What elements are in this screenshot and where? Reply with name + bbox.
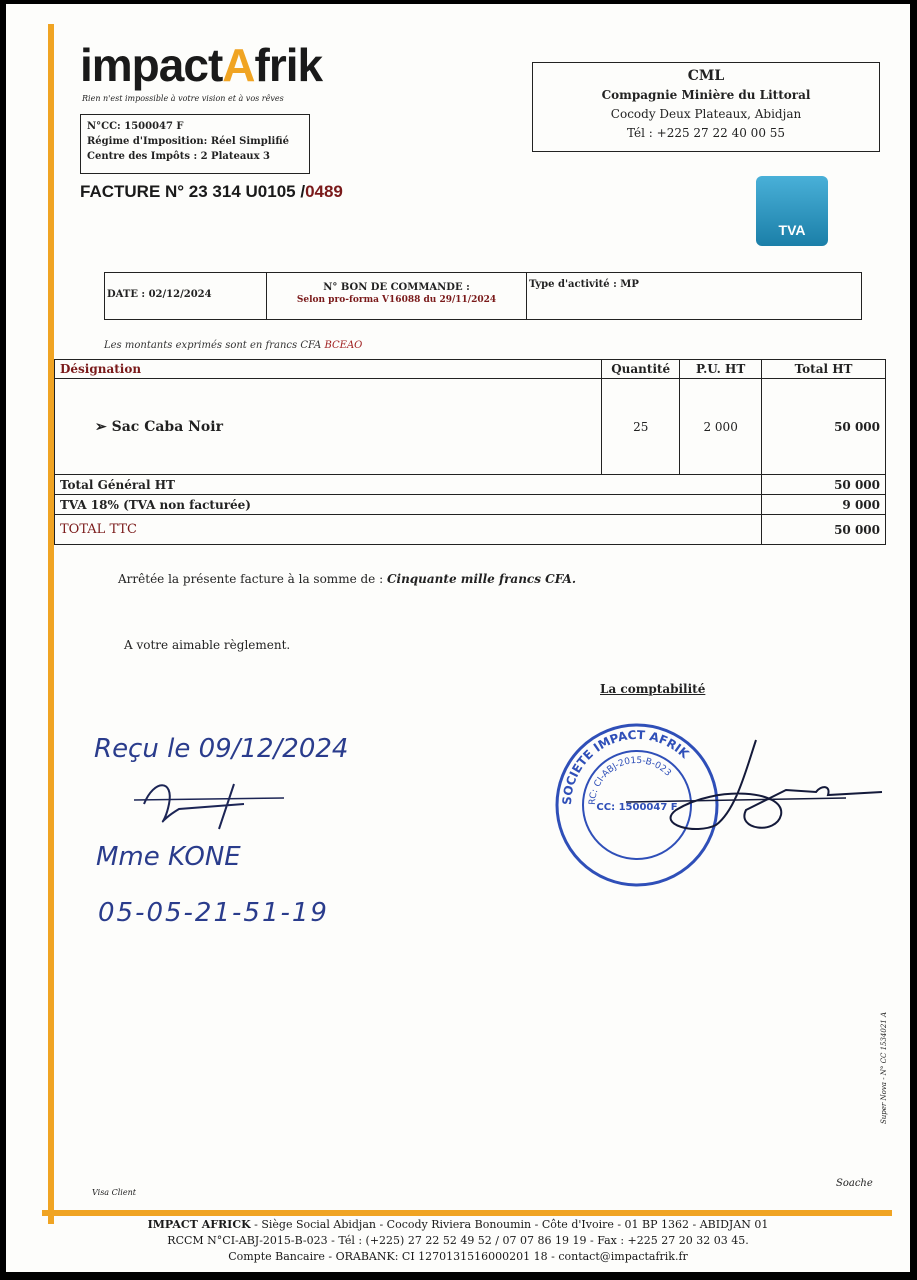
total-ht-label: Total Général HT [55, 475, 762, 495]
client-signature-icon [134, 774, 294, 834]
invoice-number: FACTURE N° 23 314 U0105 /0489 [80, 182, 343, 201]
stamp-rc-text: RC: CI-ABJ-2015-B-023 [587, 755, 673, 806]
table-header-row [55, 360, 886, 379]
tva-label: TVA 18% (TVA non facturée) [55, 495, 762, 515]
order-ref: Selon pro-forma V16088 du 29/11/2024 [296, 295, 497, 305]
stamp-outer-text: SOCIETE IMPACT AFRIK [559, 727, 692, 806]
accountant-signature-icon [616, 730, 886, 840]
orange-vertical-rule [48, 24, 54, 1224]
item-designation: ➢ Sac Caba Noir [55, 379, 602, 475]
item-total: 50 000 [762, 379, 886, 475]
orange-horizontal-rule [42, 1210, 892, 1216]
total-ht-row [55, 475, 886, 495]
footer-line-1: IMPACT AFRICK - Siège Social Abidjan - Cocody Riviera Bonoumin - Côte d'Ivoire - 01 BP 1362 - ABIDJAN 01 [147, 1218, 769, 1231]
tva-value: 9 000 [762, 495, 886, 515]
total-ttc-label: TOTAL TTC [55, 515, 762, 545]
invoice-date: DATE : 02/12/2024 [105, 273, 267, 319]
company-tagline: Rien n'est impossible à votre vision et à vos rêves [82, 94, 284, 103]
total-ht-value: 50 000 [762, 475, 886, 495]
sign-right-label: Soache [836, 1178, 873, 1189]
accounting-signature-title: La comptabilité [600, 682, 706, 696]
total-ttc-value: 50 000 [762, 515, 886, 545]
fiscal-centre: Centre des Impôts : 2 Plateaux 3 [87, 151, 270, 162]
order-title: N° BON DE COMMANDE : [323, 282, 470, 293]
order-number [267, 273, 527, 319]
order-info-box [104, 272, 862, 320]
invoice-page [6, 4, 910, 1272]
fiscal-ncc: N°CC: 1500047 F [87, 121, 184, 132]
header-designation: Désignation [55, 360, 602, 379]
header-total: Total HT [762, 360, 886, 379]
client-address: Cocody Deux Plateaux, Abidjan [610, 107, 802, 121]
footer-line-3: Compte Bancaire - ORABANK: CI 1270131516000201 18 - contact@impactafrik.fr [228, 1250, 688, 1263]
arrow-bullet-icon: ➢ [95, 418, 112, 435]
stamp-cc-text: CC: 1500047 F [596, 802, 678, 813]
total-ttc-row [55, 515, 886, 545]
table-row [55, 379, 886, 475]
tva-row [55, 495, 886, 515]
handwritten-name: Mme KONE [96, 842, 241, 872]
client-box [532, 62, 880, 152]
items-table [54, 359, 886, 545]
activity-type: Type d'activité : MP [529, 279, 639, 290]
item-pu: 2 000 [680, 379, 762, 475]
footer-line-2: RCCM N°CI-ABJ-2015-B-023 - Tél : (+225) 27 22 52 49 52 / 07 07 86 19 19 - Fax : +225 27 20 32 03 45. [167, 1234, 749, 1247]
company-logo: impactAfrik [80, 39, 323, 91]
side-note: Super Nova - N° CC 1534021 A [880, 1011, 888, 1124]
amount-in-words: Arrêtée la présente facture à la somme de : Cinquante mille francs CFA. [118, 572, 577, 586]
fiscal-regime: Régime d'Imposition: Réel Simplifié [87, 136, 289, 147]
client-code: CML [687, 68, 725, 84]
header-quantite: Quantité [602, 360, 680, 379]
closing-phrase: A votre aimable règlement. [124, 638, 291, 652]
client-name: Compagnie Minière du Littoral [601, 88, 811, 102]
item-quantite: 25 [602, 379, 680, 475]
handwritten-received: Reçu le 09/12/2024 [94, 734, 349, 764]
handwritten-phone: 05-05-21-51-19 [98, 898, 329, 928]
visa-client-label: Visa Client [92, 1188, 136, 1197]
client-phone: Tél : +225 27 22 40 00 55 [626, 126, 786, 140]
tva-badge-icon: TVA [756, 176, 828, 246]
currency-note: Les montants exprimés sont en francs CFA BCEAO [104, 340, 363, 351]
header-pu: P.U. HT [680, 360, 762, 379]
fiscal-info-box [80, 114, 310, 174]
